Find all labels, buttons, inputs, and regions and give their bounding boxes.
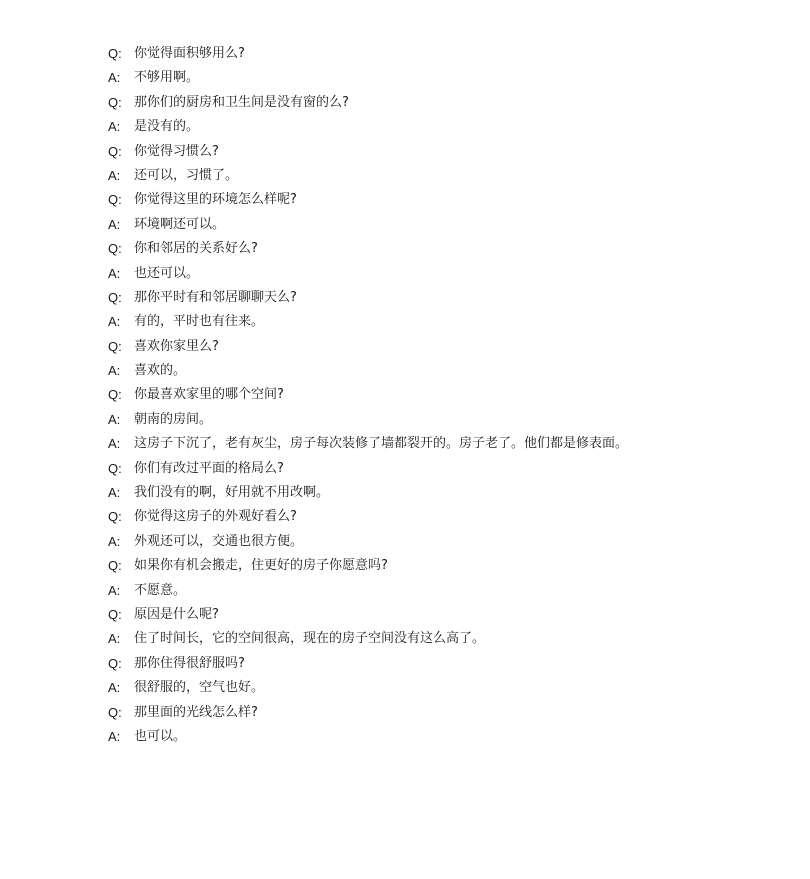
qa-text: 环境啊还可以。 — [134, 216, 226, 232]
qa-line — [108, 164, 788, 188]
qa-text: 外观还可以，交通也很方便。 — [134, 533, 304, 549]
qa-line — [108, 213, 788, 237]
qa-prefix: A: — [108, 70, 121, 86]
qa-line — [108, 42, 788, 66]
qa-text: 不愿意。 — [134, 582, 187, 598]
qa-text: 那里面的光线怎么样? — [134, 704, 258, 720]
qa-text: 那你们的厨房和卫生间是没有窗的么? — [134, 94, 349, 110]
qa-line — [108, 676, 788, 700]
qa-prefix: A: — [108, 485, 121, 501]
qa-prefix: Q: — [108, 46, 122, 61]
qa-prefix: A: — [108, 582, 121, 598]
qa-line — [108, 286, 788, 310]
qa-text: 你和邻居的关系好么? — [134, 241, 258, 257]
qa-prefix: Q: — [108, 94, 122, 110]
qa-prefix: Q: — [108, 509, 122, 525]
qa-line — [108, 652, 788, 676]
qa-prefix: A: — [108, 728, 121, 744]
qa-text: 还可以，习惯了。 — [134, 167, 239, 183]
qa-prefix: A: — [108, 216, 121, 232]
qa-text: 有的，平时也有往来。 — [134, 314, 265, 330]
qa-line — [108, 115, 788, 139]
qa-text: 喜欢你家里么? — [134, 338, 219, 354]
qa-prefix: A: — [108, 363, 121, 379]
qa-line — [108, 335, 788, 359]
qa-prefix: Q: — [108, 241, 122, 257]
qa-prefix: A: — [108, 119, 121, 135]
qa-prefix: Q: — [108, 655, 122, 671]
qa-line — [108, 457, 788, 481]
qa-text: 那你平时有和邻居聊聊天么? — [134, 289, 297, 305]
qa-text: 你觉得习惯么? — [134, 143, 219, 159]
qa-line — [108, 579, 788, 603]
qa-text: 如果你有机会搬走，住更好的房子你愿意吗? — [134, 558, 388, 574]
qa-prefix: A: — [108, 314, 121, 330]
qa-line — [108, 627, 788, 651]
interview-transcript — [108, 42, 788, 749]
qa-prefix: Q: — [108, 704, 122, 720]
qa-text: 很舒服的，空气也好。 — [134, 680, 265, 696]
qa-text: 喜欢的。 — [134, 363, 187, 379]
qa-line — [108, 359, 788, 383]
qa-prefix: Q: — [108, 387, 122, 403]
qa-text: 原因是什么呢? — [134, 606, 219, 622]
qa-line — [108, 140, 788, 164]
qa-line — [108, 91, 788, 115]
qa-line — [108, 554, 788, 578]
qa-text: 你觉得这里的环境怎么样呢? — [134, 192, 297, 208]
qa-line — [108, 505, 788, 529]
qa-text: 这房子下沉了，老有灰尘，房子每次装修了墙都裂开的。房子老了。他们都是修表面。 — [134, 436, 629, 452]
qa-line — [108, 237, 788, 261]
qa-prefix: A: — [108, 167, 121, 183]
qa-prefix: A: — [108, 411, 121, 427]
qa-text: 你觉得这房子的外观好看么? — [134, 509, 297, 525]
qa-line — [108, 310, 788, 334]
qa-text: 是没有的。 — [134, 119, 200, 135]
qa-line — [108, 530, 788, 554]
qa-prefix: Q: — [108, 143, 122, 159]
qa-prefix: A: — [108, 680, 121, 696]
qa-text: 你们有改过平面的格局么? — [134, 460, 284, 476]
qa-text: 不够用啊。 — [134, 70, 200, 86]
qa-text: 住了时间长，它的空间很高，现在的房子空间没有这么高了。 — [134, 631, 486, 647]
qa-prefix: A: — [108, 265, 121, 281]
qa-line — [108, 725, 788, 749]
qa-prefix: Q: — [108, 606, 122, 622]
qa-prefix: A: — [108, 631, 121, 647]
qa-line — [108, 66, 788, 90]
qa-text: 也还可以。 — [134, 265, 200, 281]
qa-line — [108, 701, 788, 725]
qa-prefix: A: — [108, 533, 121, 549]
qa-line — [108, 603, 788, 627]
qa-text: 你觉得面积够用么? — [134, 46, 245, 61]
qa-prefix: Q: — [108, 192, 122, 208]
qa-text: 那你住得很舒服吗? — [134, 655, 245, 671]
qa-line — [108, 432, 788, 456]
qa-line — [108, 481, 788, 505]
qa-text: 朝南的房间。 — [134, 411, 213, 427]
qa-line — [108, 188, 788, 212]
qa-prefix: A: — [108, 436, 121, 452]
qa-line — [108, 408, 788, 432]
qa-prefix: Q: — [108, 558, 122, 574]
qa-text: 你最喜欢家里的哪个空间? — [134, 387, 284, 403]
qa-line — [108, 262, 788, 286]
qa-prefix: Q: — [108, 460, 122, 476]
qa-line — [108, 383, 788, 407]
qa-text: 我们没有的啊，好用就不用改啊。 — [134, 485, 330, 501]
qa-prefix: Q: — [108, 289, 122, 305]
qa-text: 也可以。 — [134, 728, 187, 744]
qa-prefix: Q: — [108, 338, 122, 354]
